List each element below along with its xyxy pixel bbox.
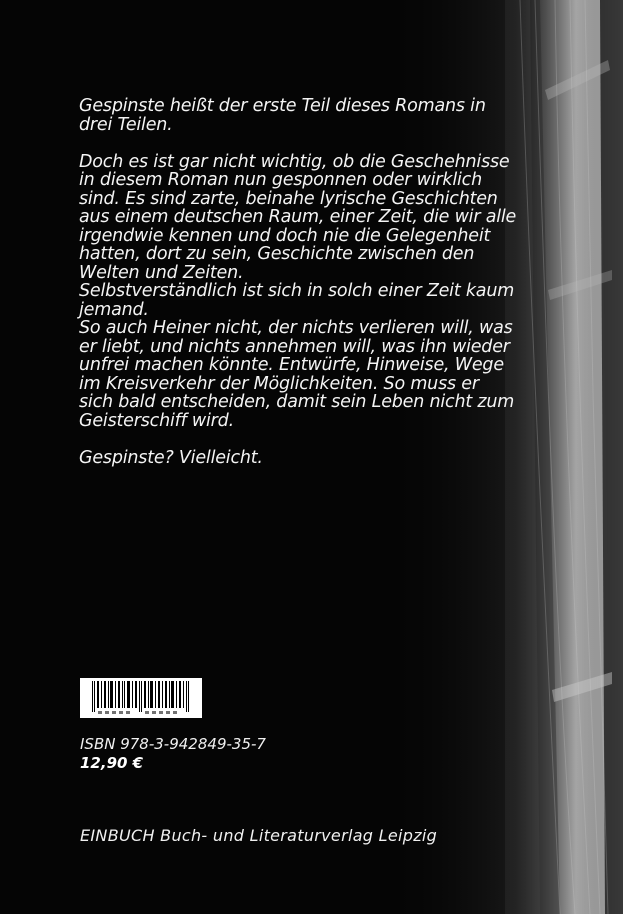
blurb-text bbox=[79, 97, 549, 467]
publisher-name: EINBUCH Buch- und Literaturverlag Leipzig bbox=[80, 826, 438, 845]
price: 12,90 € bbox=[80, 754, 144, 772]
blurb-paragraph: Selbstverständlich ist sich in solch einer Zeit kaum jemand. bbox=[79, 281, 515, 320]
isbn-barcode bbox=[80, 678, 202, 718]
blurb-paragraph: Gespinste heißt der erste Teil dieses Romans in drei Teilen. bbox=[79, 96, 486, 135]
isbn-number: ISBN 978-3-942849-35-7 bbox=[80, 735, 266, 753]
blurb-paragraph: Gespinste? Vielleicht. bbox=[79, 447, 263, 468]
blurb-paragraph: Doch es ist gar nicht wichtig, ob die Geschehnisse in diesem Roman nun gesponnen oder wirklich sind. Es sind zarte, beinahe lyrische Geschichten aus einem deutschen Raum, einer Zeit, die wir alle irgendwie kennen und doch nie die Gelegenheit hatten, dort zu sein, Geschichte zwischen den Welten und Zeiten. bbox=[79, 151, 517, 283]
blurb-paragraph: So auch Heiner nicht, der nichts verlieren will, was er liebt, und nichts annehmen will, was ihn wieder unfrei machen könnte. Entwürfe, Hinweise, Wege im Kreisverkehr der Möglichkeiten. So muss er sich bald entscheiden, damit sein Leben nicht zum Geisterschiff wird. bbox=[79, 318, 515, 431]
